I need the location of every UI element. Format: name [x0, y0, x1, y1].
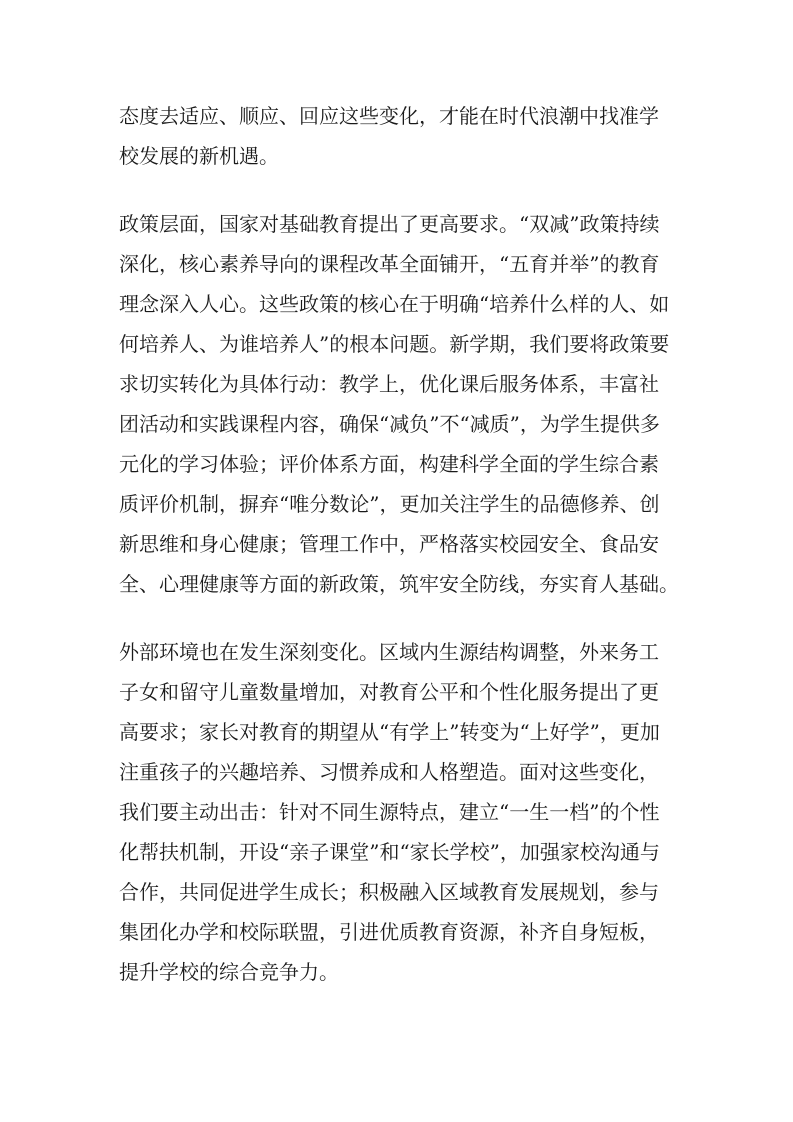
document-body: [119, 96, 684, 992]
text-line: 子女和留守儿童数量增加，对教育公平和个性化服务提出了更: [119, 680, 659, 704]
text-line: 求切实转化为具体行动：教学上，优化课后服务体系，丰富社: [119, 372, 659, 396]
paragraph-2: [119, 204, 684, 604]
text-line: 集团化办学和校际联盟，引进优质教育资源，补齐自身短板，: [119, 920, 659, 944]
paragraph-1: [119, 96, 684, 176]
text-line: 质评价机制，摒弃“唯分数论”，更加关注学生的品德修养、创: [119, 492, 660, 516]
text-line: 何培养人、为谁培养人”的根本问题。新学期，我们要将政策要: [119, 332, 670, 356]
text-line: 注重孩子的兴趣培养、习惯养成和人格塑造。面对这些变化，: [119, 760, 659, 784]
text-line: 团活动和实践课程内容，确保“减负”不“减质”，为学生提供多: [119, 412, 660, 436]
text-line: 校发展的新机遇。: [119, 144, 279, 168]
text-line: 提升学校的综合竞争力。: [119, 960, 339, 984]
text-line: 高要求；家长对教育的期望从“有学上”转变为“上好学”，更加: [119, 720, 660, 744]
text-line: 外部环境也在发生深刻变化。区域内生源结构调整，外来务工: [119, 640, 659, 664]
text-line: 态度去适应、顺应、回应这些变化，才能在时代浪潮中找准学: [119, 104, 659, 128]
text-line: 理念深入人心。这些政策的核心在于明确“培养什么样的人、如: [119, 292, 670, 316]
text-line: 新思维和身心健康；管理工作中，严格落实校园安全、食品安: [119, 532, 659, 556]
text-line: 元化的学习体验；评价体系方面，构建科学全面的学生综合素: [119, 452, 659, 476]
paragraph-3: [119, 632, 684, 992]
text-line: 深化，核心素养导向的课程改革全面铺开，“五育并举”的教育: [119, 252, 660, 276]
text-line: 我们要主动出击：针对不同生源特点，建立“一生一档”的个性: [119, 800, 660, 824]
text-line: 政策层面，国家对基础教育提出了更高要求。“双减”政策持续: [119, 212, 660, 236]
text-line: 全、心理健康等方面的新政策，筑牢安全防线，夯实育人基础。: [119, 572, 679, 596]
text-line: 化帮扶机制，开设“亲子课堂”和“家长学校”，加强家校沟通与: [119, 840, 660, 864]
text-line: 合作，共同促进学生成长；积极融入区域教育发展规划，参与: [119, 880, 659, 904]
